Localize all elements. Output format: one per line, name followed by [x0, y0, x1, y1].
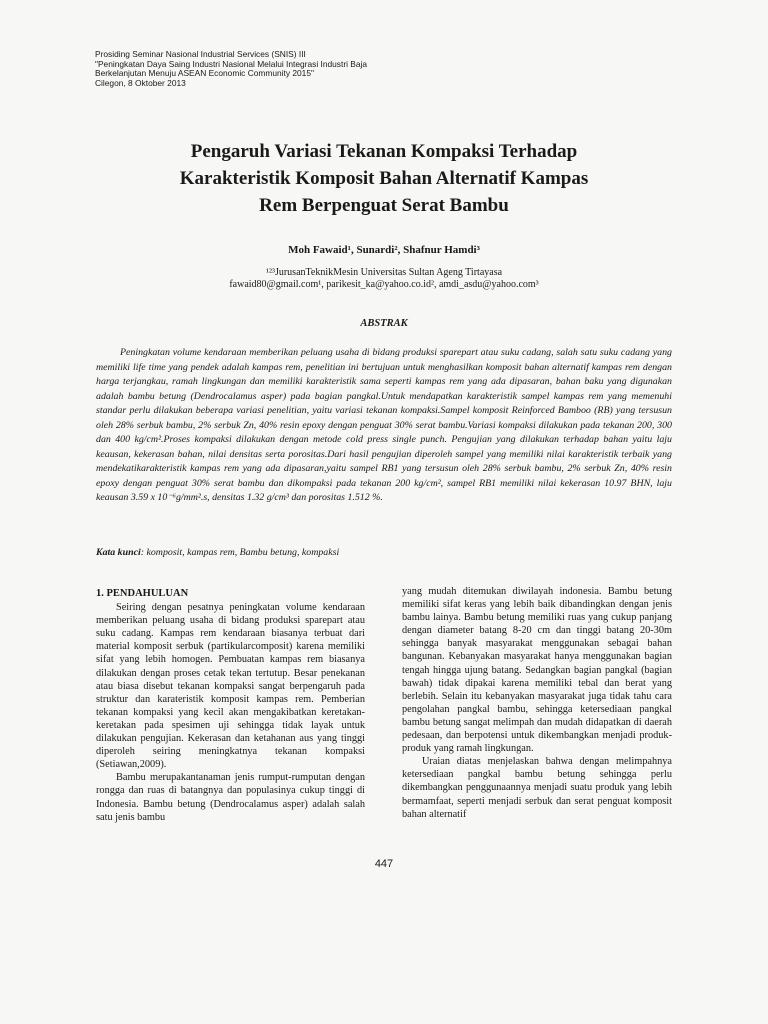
title-line: Karakteristik Komposit Bahan Alternatif Kampas: [179, 168, 589, 189]
abstract: [96, 346, 672, 506]
abstract-heading: ABSTRAK: [360, 318, 408, 329]
emails: fawaid80@gmail.com¹, parikesit_ka@yahoo.co.id², amdi_asdu@yahoo.com³: [229, 279, 539, 290]
right-column: [402, 585, 672, 821]
title-line: Pengaruh Variasi Tekanan Kompaksi Terhadap: [190, 141, 578, 162]
conference-header-line: Berkelanjutan Menuju ASEAN Economic Community 2015": [95, 68, 314, 79]
keywords-label: Kata kunci: [96, 547, 141, 558]
section-heading: 1. PENDAHULUAN: [96, 588, 189, 599]
left-column: [96, 585, 365, 824]
keywords: [96, 547, 672, 558]
conference-header: [95, 50, 515, 88]
authors: Moh Fawaid¹, Sunardi², Shafnur Hamdi³: [288, 244, 480, 256]
abstract-text: Peningkatan volume kendaraan memberikan peluang usaha di bidang produksi sparepart atau suku cadang, salah satu suku cadang yang memiliki life time yang pendek adalah kampas rem, penelitian ini bertujuan untuk menghasilkan komposit bahan alternatif kampas rem dengan harga terjangkau, ramah lingkungan dan memiliki karakteristik sama seperti kampas rem yang ada dipasaran, bahan baku yang digunakan adalah bambu betung (Dendrocalamus asper) pada bagian pangkal.Untuk mendapatkan karakteristik sampel kampas rem yang memenuhi standar perlu dilakukan beberapa variasi penelitian, yaitu variasi tekanan kompaksi.Sampel komposit Reinforced Bamboo (RB) yang tersusun oleh 28% serbuk bambu, 2% serbuk Zn, 40% resin epoxy dengan penguat 30% serat bambu.Variasi kompaksi dilakukan pada tekanan 200, 300 dan 400 kg/cm².Proses kompaksi dilakukan dengan metode cold press single punch. Pengujian yang dilakukan terhadap bahan yaitu laju keausan, kekerasan bahan, nilai densitas serta porositas.Dari hasil pengujian diperoleh sampel yang memiliki nilai karakteristik terbaik yang mendekatikarakteristik kampas rem yang ada dipasaran,yaitu sampel RB1 yang tersusun oleh 28% serbuk bambu, 2% serbuk Zn, 40% resin epoxy dengan penguat 30% serat bambu dan dikompaksi pada tekanan 200 kg/cm², sampel RB1 memiliki nilai kekerasan 10.97 BHN, laju keausan 3.59 x 10⁻⁶g/mm².s, densitas 1.32 g/cm³ dan porositas 1.512 %.: [96, 347, 672, 503]
conference-header-line: "Peningkatan Daya Saing Industri Nasional Melalui Integrasi Industri Baja: [95, 58, 368, 69]
conference-header-line: Prosiding Seminar Nasional Industrial Services (SNIS) III: [95, 49, 306, 59]
affiliation-block: [80, 267, 688, 291]
page-number: 447: [374, 858, 394, 870]
paragraph: Seiring dengan pesatnya peningkatan volume kendaraan memberikan peluang usaha di bidang produksi sparepart atau suku cadang. Kampas rem kendaraan biasanya terbuat dari material komposit serbuk (partikularcomposit) karena memiliki sifat yang lebih homogen. Pembuatan kampas rem biasanya dilakukan dengan proses cetak tekan tertutup. Besar penekanan atau biasa disebut tekanan kompaksi sangat berpengaruh pada struktur dan karateristik komposit kampas rem. Pemberian tekanan kompaksi yang kecil akan mengakibatkan keretakan-keretakan pada spesimen uji sehingga tidak layak untuk dilakukan pengujian. Kekerasan dan ketahanan aus yang tinggi diperoleh seiring meningkatnya tekanan kompaksi (Setiawan,2009).: [96, 602, 365, 771]
paper-title: [80, 138, 688, 219]
paragraph: yang mudah ditemukan diwilayah indonesia. Bambu betung memiliki sifat keras yang lebih baik dibandingkan dengan jenis bambu lainya. Bambu betung memiliki ruas yang cukup panjang dengan diameter batang 8-20 cm dan tinggi batang 20-30m sehingga banyak masyarakat menggunakan sebagai bahan bangunan. Kebanyakan masyarakat hanya menggunakan bagian tengah hingga ujung batang. Sedangkan bagian pangkal (bagian bawah) tidak dipakai karena memiliki tebal dan berat yang berlebih. Selain itu kebanyakan masyarakat juga tidak tahu cara pengolahan pangkal bambu, sehingga ketersediaan pangkal bambu betung sangat melimpah dan mudah didapatkan di daerah pedesaan, dan berpotensi untuk dikembangkan menjadi produk-produk yang ramah lingkungan.: [402, 586, 672, 755]
title-line: Rem Berpenguat Serat Bambu: [259, 195, 509, 216]
affiliation: ¹²³JurusanTeknikMesin Universitas Sultan Ageng Tirtayasa: [265, 267, 503, 278]
paragraph: Uraian diatas menjelaskan bahwa dengan melimpahnya ketersediaan pangkal bambu betung sehingga perlu dikembangkan penggunaannya menjadi suatu produk yang lebih bermamfaat, seperti menjadi serbuk dan serat penguat komposit bahan alternatif: [402, 756, 672, 820]
conference-header-line: Cilegon, 8 Oktober 2013: [95, 77, 186, 88]
keywords-text: : komposit, kampas rem, Bambu betung, kompaksi: [140, 547, 340, 558]
paragraph: Bambu merupakantanaman jenis rumput-rumputan dengan rongga dan ruas di batangnya dan populasinya cukup tinggi di Indonesia. Bambu betung (Dendrocalamus asper) adalah salah satu jenis bambu: [96, 772, 365, 823]
